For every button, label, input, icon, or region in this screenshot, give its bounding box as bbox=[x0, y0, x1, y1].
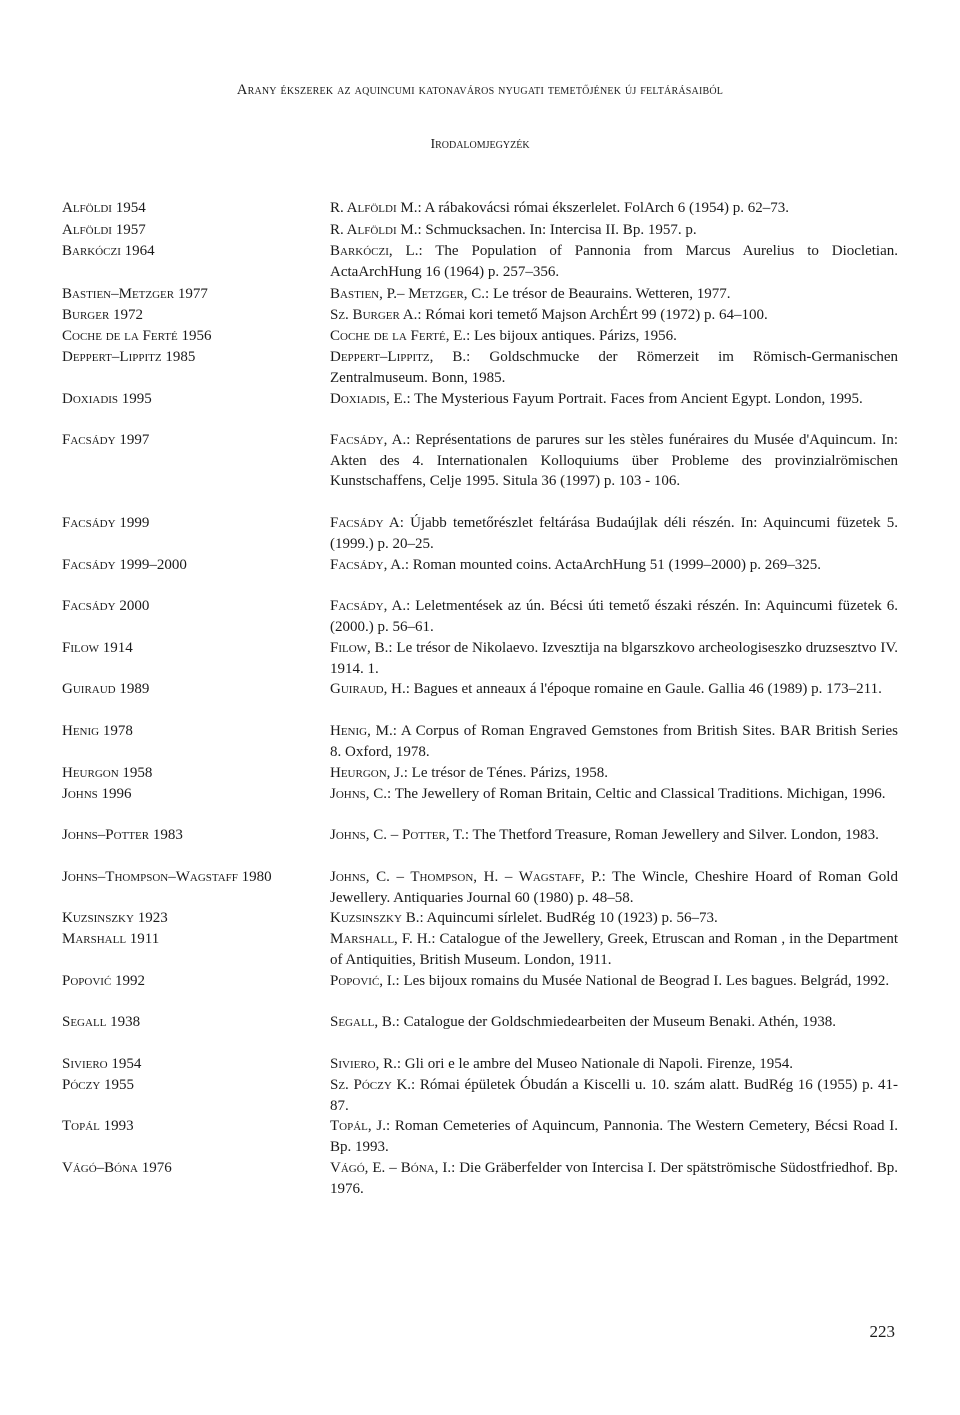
entry-author: R. Alföldi M. bbox=[330, 222, 418, 238]
entry-citation: : Catalogue der Goldschmiedearbeiten der Museum Benaki. Athén, 1938. bbox=[395, 1014, 836, 1030]
entry-author: Segall, B. bbox=[330, 1014, 396, 1030]
entry-key: Topál 1993 bbox=[62, 1118, 134, 1134]
entry-author: Marshall, F. H. bbox=[330, 931, 432, 947]
entry-author: Heurgon, J. bbox=[330, 765, 404, 781]
entry-citation: : Római épületek Óbudán a Kiscelli u. 10. szám alatt. BudRég 16 (1955) p. 41- 87. bbox=[330, 1077, 898, 1114]
entry-reference bbox=[330, 638, 898, 679]
entry-citation: : A rábakovácsi római ékszerlelet. FolArch 6 (1954) p. 62–73. bbox=[417, 200, 790, 216]
entry-citation: : Les bijoux antiques. Párizs, 1956. bbox=[466, 328, 677, 344]
entry-author: Johns, C. bbox=[330, 786, 388, 802]
entry-key: Alföldi 1954 bbox=[62, 200, 146, 216]
entry-reference bbox=[330, 908, 898, 929]
entry-reference bbox=[330, 867, 898, 908]
entry-author: Johns, C. – Potter, T. bbox=[330, 827, 465, 843]
entry-key: Vágó–Bóna 1976 bbox=[62, 1160, 172, 1176]
entry-reference bbox=[330, 679, 898, 700]
entry-citation: : The Population of Pannonia from Marcus Aurelius to Diocletian. ActaArchHung 16 (1964) p. 257–356. bbox=[330, 243, 899, 280]
entry-reference bbox=[330, 241, 898, 282]
entry-key: Barkóczi 1964 bbox=[62, 243, 155, 259]
entry-author: Popović, I. bbox=[330, 973, 396, 989]
entry-citation: : Aquincumi sírlelet. BudRég 10 (1923) p. 56–73. bbox=[419, 910, 718, 926]
entry-author: Facsády A bbox=[330, 515, 400, 531]
entry-key: Kuzsinszky 1923 bbox=[62, 910, 168, 926]
entry-reference bbox=[330, 596, 898, 637]
entry-citation: : Roman Cemeteries of Aquincum, Pannonia. The Western Cemetery, Bécsi Road I. Bp. 1993. bbox=[330, 1118, 898, 1155]
entry-reference bbox=[330, 513, 898, 554]
entry-author: Siviero, R. bbox=[330, 1056, 397, 1072]
entry-citation: : Római kori temető Majson ArchÉrt 99 (1972) p. 64–100. bbox=[417, 307, 768, 323]
entry-reference bbox=[330, 430, 898, 492]
entry-citation: : Catalogue of the Jewellery, Greek, Etruscan and Roman , in the Department of Antiquities, British Museum. London, 1911. bbox=[330, 931, 898, 968]
entry-key: Facsády 1999–2000 bbox=[62, 557, 187, 573]
entry-reference bbox=[330, 347, 898, 388]
entry-author: Guiraud, H. bbox=[330, 681, 406, 697]
entry-author: Sz. Póczy K. bbox=[330, 1077, 412, 1093]
section-title: Irodalomjegyzék bbox=[430, 137, 530, 152]
entry-reference bbox=[330, 198, 898, 219]
entry-citation: : The Thetford Treasure, Roman Jewellery and Silver. London, 1983. bbox=[464, 827, 879, 843]
entry-author: Barkóczi, L. bbox=[330, 243, 419, 259]
entry-key: Segall 1938 bbox=[62, 1014, 141, 1030]
entry-key: Guiraud 1989 bbox=[62, 681, 150, 697]
page-number: 223 bbox=[869, 1322, 895, 1341]
entry-reference bbox=[330, 389, 898, 410]
entry-key: Heurgon 1958 bbox=[62, 765, 153, 781]
entry-reference bbox=[330, 784, 898, 805]
entry-key: Deppert–Lippitz 1985 bbox=[62, 349, 196, 365]
entry-key: Johns–Potter 1983 bbox=[62, 827, 183, 843]
entry-key: Marshall 1911 bbox=[62, 931, 160, 947]
entry-citation: : Bagues et anneaux á l'époque romaine en Gaule. Gallia 46 (1989) p. 173–211. bbox=[405, 681, 882, 697]
entry-reference bbox=[330, 284, 898, 305]
entry-key: Johns 1996 bbox=[62, 786, 132, 802]
entry-key: Henig 1978 bbox=[62, 723, 133, 739]
entry-reference bbox=[330, 1075, 898, 1116]
entry-reference bbox=[330, 971, 898, 992]
entry-reference bbox=[330, 326, 898, 347]
entry-key: Filow 1914 bbox=[62, 640, 133, 656]
entry-author: Filow, B. bbox=[330, 640, 389, 656]
entry-key: Popović 1992 bbox=[62, 973, 146, 989]
entry-reference bbox=[330, 1054, 898, 1075]
entry-author: Facsády, A. bbox=[330, 432, 407, 448]
entry-citation: : Le trésor de Ténes. Párizs, 1958. bbox=[403, 765, 609, 781]
entry-key: Facsády 1997 bbox=[62, 432, 150, 448]
entry-reference bbox=[330, 825, 898, 846]
entry-citation: : Le trésor de Beaurains. Wetteren, 1977. bbox=[485, 286, 731, 302]
entry-citation: : Les bijoux romains du Musée National de Beograd I. Les bagues. Belgrád, 1992. bbox=[395, 973, 890, 989]
entry-citation: : Die Gräberfelder von Intercisa I. Der spätströmische Südostfriedhof. Bp. 1976. bbox=[330, 1160, 898, 1197]
entry-author: Sz. Burger A. bbox=[330, 307, 418, 323]
entry-author: Topál, J. bbox=[330, 1118, 386, 1134]
entry-key: Bastien–Metzger 1977 bbox=[62, 286, 208, 302]
entry-reference bbox=[330, 1158, 898, 1199]
running-head: Arany ékszerek az aquincumi katonaváros nyugati temetőjének új feltárásaiból bbox=[236, 82, 724, 98]
entry-author: Henig, M. bbox=[330, 723, 393, 739]
entry-reference bbox=[330, 1116, 898, 1157]
entry-author: Deppert–Lippitz, B. bbox=[330, 349, 467, 365]
entry-citation: : Le trésor de Nikolaevo. Izvesztija na blgarszkovo archeologiseszko druzsesztvo IV. 1914. 1. bbox=[330, 640, 899, 677]
entry-reference bbox=[330, 1012, 898, 1033]
entry-key: Facsády 1999 bbox=[62, 515, 150, 531]
entry-key: Póczy 1955 bbox=[62, 1077, 135, 1093]
entry-citation: : Újabb temetőrészlet feltárása Budaújlak déli részén. In: Aquincumi füzetek 5. (1999.) p. 20–25. bbox=[330, 515, 899, 552]
entry-citation: : Représentations de parures sur les stèles funéraires du Musée d'Aquincum. In: Akten des 4. Internationalen Kolloquiums über Probleme des provinzialrömischen Kunstschaffens, Celje 1995. Situla 36 (1997) p. 103 - 106. bbox=[330, 432, 898, 490]
entry-citation: : A Corpus of Roman Engraved Gemstones from British Sites. BAR British Series 8. Oxford, 1978. bbox=[330, 723, 898, 760]
entry-citation: : Gli ori e le ambre del Museo Nationale di Napoli. Firenze, 1954. bbox=[396, 1056, 794, 1072]
entry-author: Coche de la Ferté, E. bbox=[330, 328, 467, 344]
entry-citation: : The Jewellery of Roman Britain, Celtic and Classical Traditions. Michigan, 1996. bbox=[387, 786, 886, 802]
entry-author: Bastien, P.– Metzger, C. bbox=[330, 286, 486, 302]
entry-reference bbox=[330, 555, 898, 576]
entry-author: Doxiadis, E. bbox=[330, 391, 407, 407]
entry-key: Doxiadis 1995 bbox=[62, 391, 152, 407]
entry-key: Siviero 1954 bbox=[62, 1056, 142, 1072]
entry-author: Facsády, A. bbox=[330, 557, 405, 573]
entry-citation: : Schmucksachen. In: Intercisa II. Bp. 1957. p. bbox=[417, 222, 697, 238]
entry-author: Johns, C. – Thompson, H. – Wagstaff, P. bbox=[330, 869, 602, 885]
entry-citation: : Goldschmucke der Römerzeit im Römisch-Germanischen Zentralmuseum. Bonn, 1985. bbox=[330, 349, 898, 386]
entry-reference bbox=[330, 929, 898, 970]
entry-author: R. Alföldi M. bbox=[330, 200, 418, 216]
entry-key: Facsády 2000 bbox=[62, 598, 150, 614]
entry-author: Kuzsinszky B. bbox=[330, 910, 420, 926]
entry-reference bbox=[330, 305, 898, 326]
entry-citation: : The Mysterious Fayum Portrait. Faces from Ancient Egypt. London, 1995. bbox=[406, 391, 863, 407]
entry-author: Facsády, A. bbox=[330, 598, 407, 614]
entry-author: Vágó, E. – Bóna, I. bbox=[330, 1160, 452, 1176]
entry-key: Alföldi 1957 bbox=[62, 222, 146, 238]
entry-key: Burger 1972 bbox=[62, 307, 144, 323]
entry-citation: : The Wincle, Cheshire Hoard of Roman Gold Jewellery. Antiquaries Journal 60 (1980) p. 48–58. bbox=[330, 869, 898, 906]
entry-reference bbox=[330, 721, 898, 762]
entry-citation: : Roman mounted coins. ActaArchHung 51 (1999–2000) p. 269–325. bbox=[404, 557, 822, 573]
entry-reference bbox=[330, 763, 898, 784]
entry-citation: : Leletmentések az ún. Bécsi úti temető északi részén. In: Aquincumi füzetek 6. (2000.) p. 56–61. bbox=[330, 598, 898, 635]
entry-key: Coche de la Ferté 1956 bbox=[62, 328, 212, 344]
entry-reference bbox=[330, 220, 898, 241]
entry-key: Johns–Thompson–Wagstaff 1980 bbox=[62, 869, 272, 885]
